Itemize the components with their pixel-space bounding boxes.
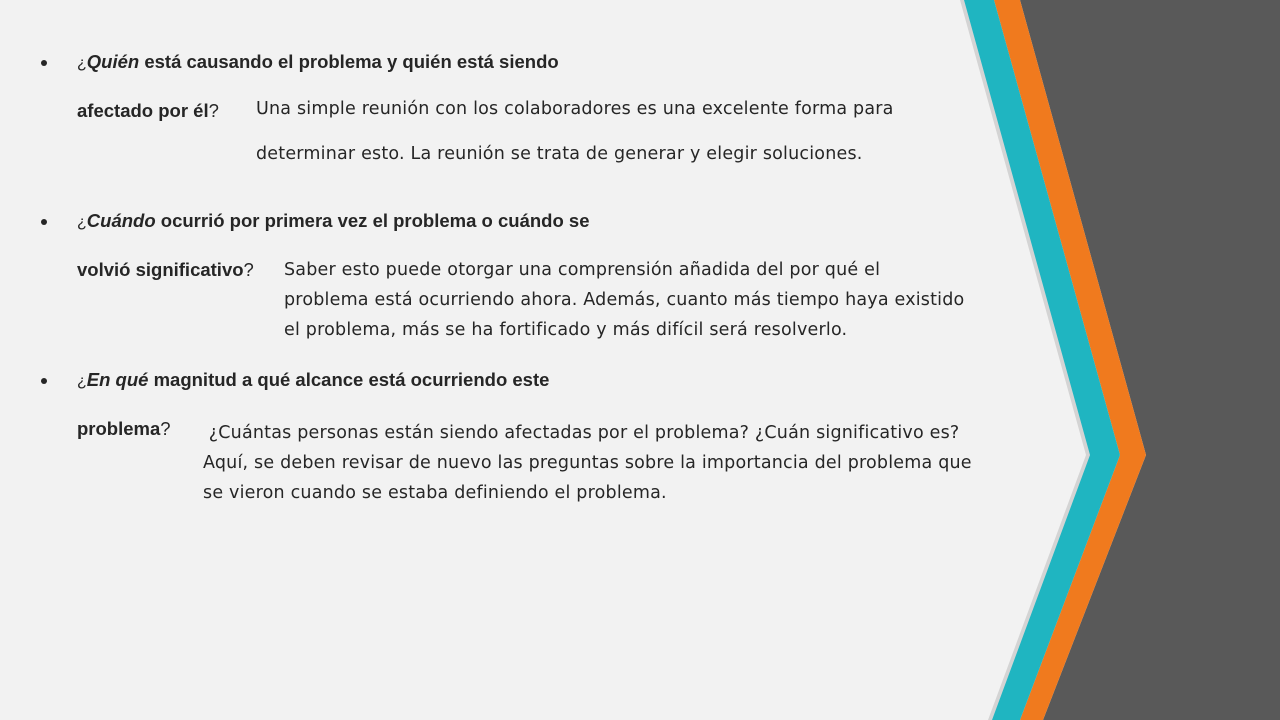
bullet-2 — [41, 219, 47, 225]
answer-extent-line1: ¿Cuántas personas están siendo afectadas por el problema? ¿Cuán significativo es? — [203, 423, 960, 443]
question-extent-line1: ¿En qué magnitud a qué alcance está ocurriendo este — [77, 369, 550, 390]
answer-when-line3: el problema, más se ha fortificado y más difícil será resolverlo. — [284, 320, 848, 340]
answer-when-line2: problema está ocurriendo ahora. Además, cuanto más tiempo haya existido — [284, 290, 965, 310]
bullet-3 — [41, 378, 47, 384]
answer-when-line1: Saber esto puede otorgar una comprensión añadida del por qué el — [284, 260, 881, 280]
answer-extent-line2: Aquí, se deben revisar de nuevo las preguntas sobre la importancia del problema que — [203, 453, 972, 473]
answer-extent-line3: se vieron cuando se estaba definiendo el problema. — [203, 483, 667, 503]
question-extent-line2: problema? — [77, 418, 171, 439]
answer-who-line2: determinar esto. La reunión se trata de generar y elegir soluciones. — [256, 144, 863, 164]
question-when-line1: ¿Cuándo ocurrió por primera vez el problema o cuándo se — [77, 210, 590, 231]
question-when-line2: volvió significativo? — [77, 259, 254, 280]
answer-who-line1: Una simple reunión con los colaboradores es una excelente forma para — [256, 99, 894, 119]
question-who-line2: afectado por él? — [77, 100, 219, 121]
bullet-1 — [41, 60, 47, 66]
answer-extent — [203, 418, 1063, 508]
question-who-line1: ¿Quién está causando el problema y quién está siendo — [77, 51, 559, 72]
answer-who — [256, 87, 976, 177]
answer-when — [284, 255, 1044, 345]
